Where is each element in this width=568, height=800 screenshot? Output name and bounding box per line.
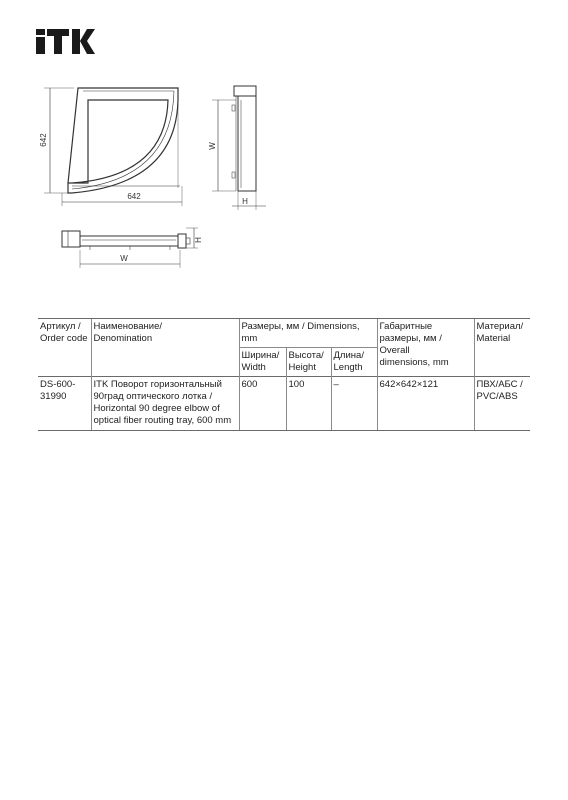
top-view-width-label: 642: [127, 192, 141, 201]
table-header-row: [38, 319, 530, 348]
header-height: Высота/ Height: [286, 348, 331, 377]
header-width: Ширина/ Width: [239, 348, 286, 377]
top-view-drawing: [44, 88, 182, 206]
front-view-drawing: [62, 228, 198, 268]
side-view-w-label: W: [208, 142, 217, 150]
table-row: [38, 377, 530, 431]
specification-table: [38, 318, 530, 431]
front-view-w-label: W: [120, 254, 128, 263]
header-article: Артикул / Order code: [38, 319, 91, 377]
cell-material: ПВХ/АБС / PVC/ABS: [474, 377, 530, 431]
cell-name: ITK Поворот горизонтальный 90град оптического лотка / Horizontal 90 degree elbow of optical fiber routing tray, 600 mm: [91, 377, 239, 431]
technical-drawings: [0, 0, 568, 300]
top-view-height-label: 642: [39, 133, 48, 147]
cell-width: 600: [239, 377, 286, 431]
front-view-h-label: H: [194, 237, 203, 243]
cell-overall: 642×642×121: [377, 377, 474, 431]
header-material: Материал/ Material: [474, 319, 530, 377]
header-overall: Габаритные размеры, мм / Overall dimensions, mm: [377, 319, 474, 377]
cell-length: –: [331, 377, 377, 431]
side-view-drawing: [212, 86, 266, 210]
header-dimensions: Размеры, мм / Dimensions, mm: [239, 319, 377, 348]
cell-height: 100: [286, 377, 331, 431]
side-view-h-label: H: [242, 197, 248, 206]
cell-article: DS-600- 31990: [38, 377, 91, 431]
header-denomination: Наименование/ Denomination: [91, 319, 239, 377]
header-length: Длина/ Length: [331, 348, 377, 377]
